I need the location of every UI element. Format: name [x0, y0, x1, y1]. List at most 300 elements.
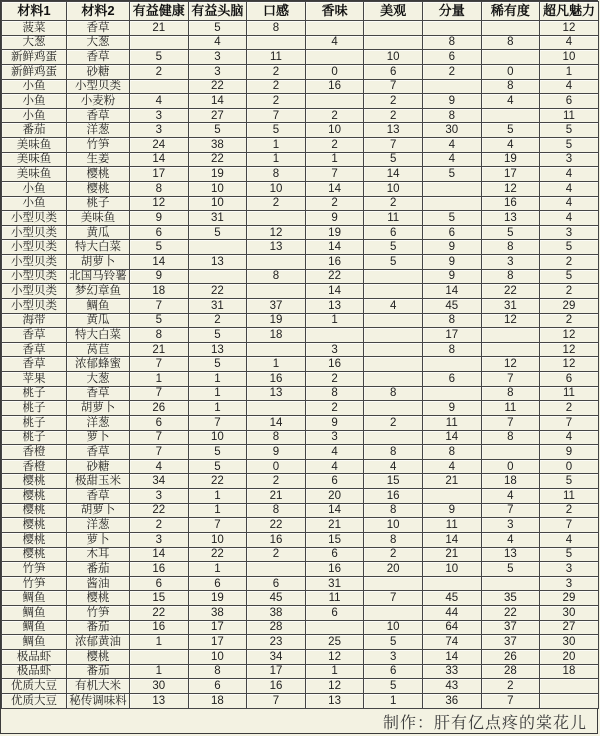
material2-cell: 香草 — [67, 108, 130, 123]
table-row — [2, 108, 599, 123]
stat-cell: 3 — [540, 562, 599, 577]
stat-cell: 8 — [305, 386, 364, 401]
table-row — [2, 211, 599, 226]
material2-cell: 萝卜 — [67, 430, 130, 445]
stat-cell: 11 — [540, 386, 599, 401]
material1-cell: 极品虾 — [2, 664, 67, 679]
stat-cell: 2 — [247, 474, 306, 489]
table-row — [2, 591, 599, 606]
stat-cell: 8 — [364, 445, 423, 460]
stat-cell — [188, 240, 247, 255]
material2-cell: 黄瓜 — [67, 313, 130, 328]
stat-cell: 14 — [422, 284, 481, 299]
stat-cell: 15 — [130, 591, 189, 606]
material1-cell: 小鱼 — [2, 108, 67, 123]
table-row — [2, 357, 599, 372]
table-row — [2, 342, 599, 357]
stat-cell: 1 — [247, 152, 306, 167]
stat-cell: 8 — [130, 328, 189, 343]
stat-cell: 30 — [422, 123, 481, 138]
stat-cell: 10 — [422, 562, 481, 577]
stat-cell: 5 — [188, 225, 247, 240]
stat-cell: 16 — [247, 532, 306, 547]
stat-cell: 5 — [130, 240, 189, 255]
stat-cell: 3 — [540, 576, 599, 591]
stat-cell: 6 — [130, 415, 189, 430]
stat-cell: 31 — [188, 211, 247, 226]
stat-cell: 45 — [422, 298, 481, 313]
stat-cell: 7 — [364, 138, 423, 153]
material1-cell: 美味鱼 — [2, 138, 67, 153]
stat-cell: 8 — [481, 35, 540, 50]
material2-cell: 酱油 — [67, 576, 130, 591]
stat-cell — [422, 21, 481, 36]
stat-cell: 14 — [305, 284, 364, 299]
table-row — [2, 386, 599, 401]
stat-cell: 5 — [540, 138, 599, 153]
stat-cell: 23 — [247, 635, 306, 650]
stat-cell: 14 — [130, 255, 189, 270]
stat-cell: 4 — [540, 181, 599, 196]
material2-cell: 竹笋 — [67, 138, 130, 153]
stat-cell: 1 — [247, 357, 306, 372]
material2-cell: 秘传调味料 — [67, 693, 130, 708]
stat-cell: 34 — [130, 474, 189, 489]
stat-cell: 6 — [188, 576, 247, 591]
stat-cell — [481, 342, 540, 357]
stat-cell — [247, 211, 306, 226]
material2-cell: 小型贝类 — [67, 79, 130, 94]
stat-cell: 30 — [130, 679, 189, 694]
stat-cell: 8 — [481, 79, 540, 94]
stat-cell: 27 — [188, 108, 247, 123]
stat-cell: 1 — [188, 503, 247, 518]
stat-cell: 37 — [481, 635, 540, 650]
table-row — [2, 518, 599, 533]
stat-cell: 1 — [130, 635, 189, 650]
stat-cell: 21 — [422, 547, 481, 562]
stat-cell: 9 — [540, 445, 599, 460]
table-row — [2, 123, 599, 138]
table-row — [2, 35, 599, 50]
stat-cell: 10 — [305, 123, 364, 138]
material2-cell: 浓郁黄油 — [67, 635, 130, 650]
stat-cell: 12 — [305, 649, 364, 664]
stat-cell: 4 — [188, 35, 247, 50]
stat-cell: 7 — [188, 518, 247, 533]
stat-cell: 1 — [188, 562, 247, 577]
stat-cell — [305, 328, 364, 343]
table-row — [2, 430, 599, 445]
stat-cell: 4 — [540, 211, 599, 226]
material1-cell: 樱桃 — [2, 547, 67, 562]
stat-cell — [481, 576, 540, 591]
material1-cell: 小型贝类 — [2, 298, 67, 313]
column-header: 有益健康 — [130, 2, 189, 21]
stat-cell: 1 — [305, 664, 364, 679]
stat-cell: 8 — [422, 313, 481, 328]
stat-cell: 12 — [481, 357, 540, 372]
stat-cell: 14 — [130, 152, 189, 167]
stat-cell: 2 — [540, 401, 599, 416]
stat-cell: 6 — [305, 547, 364, 562]
stat-cell: 10 — [188, 649, 247, 664]
stat-cell: 27 — [540, 620, 599, 635]
credit-text: 制作：肝有亿点疼的棠花儿 — [382, 714, 587, 732]
material2-cell: 梦幻章鱼 — [67, 284, 130, 299]
stat-cell: 0 — [481, 459, 540, 474]
stat-cell: 12 — [481, 181, 540, 196]
stat-cell: 9 — [422, 401, 481, 416]
stat-cell: 6 — [130, 576, 189, 591]
table-row — [2, 313, 599, 328]
material2-cell: 桃子 — [67, 196, 130, 211]
material1-cell: 海带 — [2, 313, 67, 328]
stat-cell: 4 — [540, 167, 599, 182]
stat-cell: 64 — [422, 620, 481, 635]
stat-cell: 11 — [422, 415, 481, 430]
stat-cell — [481, 445, 540, 460]
stat-cell: 1 — [188, 372, 247, 387]
material1-cell: 樱桃 — [2, 532, 67, 547]
material1-cell: 鲷鱼 — [2, 635, 67, 650]
stat-cell: 12 — [540, 357, 599, 372]
stat-cell: 7 — [540, 415, 599, 430]
stat-cell: 4 — [540, 79, 599, 94]
stat-cell: 22 — [481, 284, 540, 299]
material2-cell: 莴苣 — [67, 342, 130, 357]
stat-cell: 3 — [130, 489, 189, 504]
table-row — [2, 255, 599, 270]
stat-cell: 7 — [481, 503, 540, 518]
table-row — [2, 138, 599, 153]
stat-cell: 8 — [247, 430, 306, 445]
material1-cell: 苹果 — [2, 372, 67, 387]
stat-cell: 19 — [305, 225, 364, 240]
stat-cell: 13 — [247, 386, 306, 401]
stat-cell: 14 — [422, 430, 481, 445]
stat-cell: 1 — [364, 693, 423, 708]
table-row — [2, 532, 599, 547]
material2-cell: 鲷鱼 — [67, 298, 130, 313]
stat-cell: 3 — [305, 342, 364, 357]
stat-cell: 17 — [422, 328, 481, 343]
stat-cell: 8 — [481, 240, 540, 255]
table-body — [2, 21, 599, 709]
stat-cell — [247, 342, 306, 357]
stat-cell: 19 — [481, 152, 540, 167]
stat-cell: 5 — [188, 328, 247, 343]
material2-cell: 砂糖 — [67, 459, 130, 474]
stat-cell: 2 — [305, 138, 364, 153]
stat-cell: 5 — [540, 474, 599, 489]
stat-cell: 4 — [364, 298, 423, 313]
stat-cell: 18 — [130, 284, 189, 299]
stat-cell: 5 — [422, 167, 481, 182]
table-row — [2, 152, 599, 167]
table-row — [2, 21, 599, 36]
stat-cell: 10 — [540, 50, 599, 65]
stat-cell: 5 — [481, 225, 540, 240]
stat-cell: 22 — [247, 518, 306, 533]
material1-cell: 番茄 — [2, 123, 67, 138]
material1-cell: 小型贝类 — [2, 240, 67, 255]
stat-cell: 8 — [422, 35, 481, 50]
stat-cell: 11 — [305, 591, 364, 606]
stat-cell: 1 — [305, 313, 364, 328]
stat-cell — [540, 693, 599, 708]
table-row — [2, 664, 599, 679]
stat-cell: 10 — [188, 532, 247, 547]
material2-cell: 香草 — [67, 50, 130, 65]
stat-cell: 9 — [422, 269, 481, 284]
material1-cell: 小型贝类 — [2, 225, 67, 240]
stat-cell: 18 — [188, 693, 247, 708]
stat-cell: 4 — [422, 138, 481, 153]
stat-cell: 4 — [481, 94, 540, 109]
stat-cell: 38 — [247, 606, 306, 621]
stat-cell: 2 — [305, 372, 364, 387]
stat-cell: 5 — [540, 123, 599, 138]
stat-cell: 6 — [540, 372, 599, 387]
stat-cell: 13 — [188, 342, 247, 357]
stat-cell: 3 — [481, 255, 540, 270]
stat-cell: 28 — [247, 620, 306, 635]
stat-cell: 8 — [422, 342, 481, 357]
material2-cell: 大葱 — [67, 372, 130, 387]
material1-cell: 小型贝类 — [2, 255, 67, 270]
stat-cell: 31 — [305, 576, 364, 591]
stat-cell: 7 — [130, 357, 189, 372]
material1-cell: 桃子 — [2, 430, 67, 445]
stat-cell: 3 — [130, 532, 189, 547]
stat-cell: 4 — [130, 94, 189, 109]
stat-cell: 11 — [422, 518, 481, 533]
stat-cell — [364, 372, 423, 387]
stat-cell: 7 — [130, 430, 189, 445]
stat-cell: 2 — [247, 64, 306, 79]
table-row — [2, 181, 599, 196]
stat-cell: 6 — [247, 576, 306, 591]
table-row — [2, 328, 599, 343]
material1-cell: 美味鱼 — [2, 152, 67, 167]
material1-cell: 美味鱼 — [2, 167, 67, 182]
stat-cell: 20 — [540, 649, 599, 664]
material2-cell: 黄瓜 — [67, 225, 130, 240]
stat-cell: 12 — [130, 196, 189, 211]
table-row — [2, 50, 599, 65]
stat-cell: 5 — [540, 240, 599, 255]
stat-cell: 2 — [540, 255, 599, 270]
stat-cell: 45 — [247, 591, 306, 606]
stat-cell: 10 — [188, 196, 247, 211]
stat-cell: 12 — [540, 328, 599, 343]
table-row — [2, 64, 599, 79]
stat-cell: 7 — [247, 108, 306, 123]
stat-cell: 8 — [247, 269, 306, 284]
material2-cell: 北国马铃薯 — [67, 269, 130, 284]
stat-cell: 30 — [540, 606, 599, 621]
material2-cell: 美味鱼 — [67, 211, 130, 226]
stat-cell: 8 — [188, 664, 247, 679]
table-row — [2, 474, 599, 489]
stat-cell: 17 — [188, 635, 247, 650]
stat-cell — [188, 269, 247, 284]
stat-cell: 15 — [305, 532, 364, 547]
stat-cell — [130, 649, 189, 664]
material2-cell: 洋葱 — [67, 123, 130, 138]
stat-cell: 21 — [247, 489, 306, 504]
stat-cell: 7 — [481, 693, 540, 708]
column-header: 材料2 — [67, 2, 130, 21]
stat-cell: 14 — [422, 532, 481, 547]
stat-cell: 4 — [481, 138, 540, 153]
stat-cell: 0 — [247, 459, 306, 474]
stat-cell: 4 — [305, 459, 364, 474]
stat-cell — [247, 255, 306, 270]
stat-cell: 6 — [305, 606, 364, 621]
stat-cell: 5 — [188, 21, 247, 36]
stat-cell: 0 — [305, 64, 364, 79]
stat-cell: 17 — [130, 167, 189, 182]
stat-cell: 4 — [540, 196, 599, 211]
credit-footer — [1, 709, 597, 733]
stat-cell: 10 — [364, 620, 423, 635]
stat-cell — [364, 35, 423, 50]
stat-cell: 2 — [188, 313, 247, 328]
stat-cell — [422, 489, 481, 504]
stat-cell — [364, 576, 423, 591]
material1-cell: 香草 — [2, 328, 67, 343]
material1-cell: 新鲜鸡蛋 — [2, 50, 67, 65]
stat-cell: 16 — [305, 79, 364, 94]
stat-cell: 37 — [247, 298, 306, 313]
stat-cell: 7 — [481, 372, 540, 387]
stat-cell: 5 — [130, 50, 189, 65]
stat-cell: 14 — [422, 649, 481, 664]
stat-cell: 2 — [305, 196, 364, 211]
stat-cell: 16 — [481, 196, 540, 211]
stat-cell: 28 — [481, 664, 540, 679]
stat-cell: 44 — [422, 606, 481, 621]
stat-cell: 2 — [247, 94, 306, 109]
stat-cell: 22 — [188, 474, 247, 489]
stat-cell: 7 — [481, 415, 540, 430]
stat-cell: 33 — [422, 664, 481, 679]
column-header: 材料1 — [2, 2, 67, 21]
material2-cell: 特大白菜 — [67, 240, 130, 255]
stat-cell: 12 — [481, 313, 540, 328]
stat-cell: 38 — [188, 138, 247, 153]
stat-cell: 7 — [540, 518, 599, 533]
stat-cell — [422, 357, 481, 372]
table-row — [2, 94, 599, 109]
header-row — [2, 2, 599, 21]
stat-cell: 0 — [540, 459, 599, 474]
material1-cell: 桃子 — [2, 386, 67, 401]
stat-cell: 3 — [188, 50, 247, 65]
material2-cell: 樱桃 — [67, 181, 130, 196]
stat-cell: 2 — [305, 401, 364, 416]
stat-cell: 6 — [364, 225, 423, 240]
stat-cell: 16 — [364, 489, 423, 504]
stat-cell: 8 — [130, 181, 189, 196]
material2-cell: 木耳 — [67, 547, 130, 562]
material1-cell: 香草 — [2, 357, 67, 372]
material1-cell: 菠菜 — [2, 21, 67, 36]
table-row — [2, 620, 599, 635]
stat-cell: 8 — [481, 386, 540, 401]
stat-cell: 25 — [305, 635, 364, 650]
stat-cell: 6 — [422, 372, 481, 387]
column-header: 香味 — [305, 2, 364, 21]
stat-cell — [422, 576, 481, 591]
stat-cell: 5 — [188, 459, 247, 474]
stat-cell — [130, 79, 189, 94]
stat-cell: 9 — [422, 255, 481, 270]
stat-cell: 17 — [247, 664, 306, 679]
stat-cell: 14 — [188, 94, 247, 109]
stat-cell: 26 — [481, 649, 540, 664]
table-row — [2, 415, 599, 430]
stat-cell: 35 — [481, 591, 540, 606]
material2-cell: 香草 — [67, 445, 130, 460]
stat-cell: 14 — [130, 547, 189, 562]
stat-cell: 5 — [188, 357, 247, 372]
material1-cell: 香橙 — [2, 445, 67, 460]
stat-cell: 14 — [305, 503, 364, 518]
stat-cell: 22 — [130, 606, 189, 621]
material2-cell: 洋葱 — [67, 518, 130, 533]
stat-cell: 6 — [364, 64, 423, 79]
stat-cell: 10 — [364, 181, 423, 196]
material1-cell: 小鱼 — [2, 94, 67, 109]
table-row — [2, 635, 599, 650]
stat-cell: 4 — [305, 35, 364, 50]
material2-cell: 樱桃 — [67, 649, 130, 664]
stat-cell — [364, 430, 423, 445]
table-row — [2, 196, 599, 211]
table-row — [2, 562, 599, 577]
stat-cell: 3 — [130, 123, 189, 138]
stat-cell: 5 — [364, 152, 423, 167]
stat-cell: 7 — [130, 386, 189, 401]
stat-cell: 5 — [540, 547, 599, 562]
material1-cell: 鲷鱼 — [2, 606, 67, 621]
stat-cell: 6 — [422, 50, 481, 65]
stat-cell: 6 — [364, 664, 423, 679]
stat-cell: 26 — [130, 401, 189, 416]
stat-cell: 4 — [422, 152, 481, 167]
column-header: 口感 — [247, 2, 306, 21]
stat-cell: 5 — [188, 123, 247, 138]
stat-cell: 7 — [188, 415, 247, 430]
stat-cell: 9 — [422, 94, 481, 109]
material2-cell: 大葱 — [67, 35, 130, 50]
stat-cell — [305, 21, 364, 36]
stat-cell: 8 — [422, 445, 481, 460]
stat-cell: 2 — [247, 547, 306, 562]
column-header: 美观 — [364, 2, 423, 21]
material1-cell: 小鱼 — [2, 79, 67, 94]
material2-cell: 香草 — [67, 21, 130, 36]
stat-cell: 20 — [364, 562, 423, 577]
stat-cell: 8 — [364, 532, 423, 547]
stat-cell: 19 — [247, 313, 306, 328]
stat-cell: 14 — [305, 240, 364, 255]
stat-cell: 16 — [130, 562, 189, 577]
stat-cell: 3 — [540, 225, 599, 240]
